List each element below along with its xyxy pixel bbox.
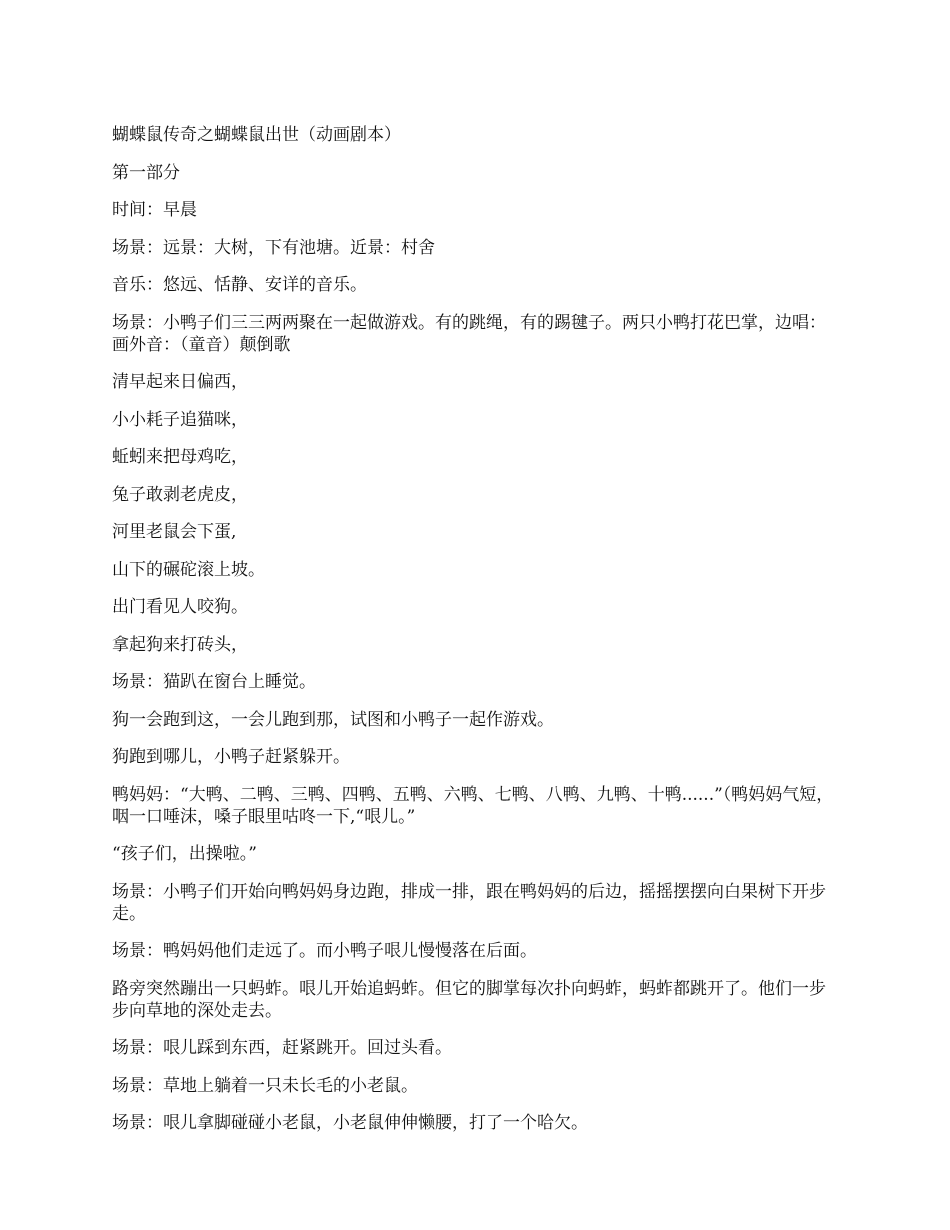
paragraph: 清早起来日偏西，	[112, 372, 248, 392]
section-heading: 第一部分	[112, 162, 180, 183]
paragraph: 场景：草地上躺着一只未长毛的小老鼠。	[112, 1075, 418, 1096]
paragraph: 场景：远景：大树，下有池塘。近景：村舍	[112, 237, 435, 258]
document-title: 蝴蝶鼠传奇之蝴蝶鼠出世（动画剧本）	[112, 125, 401, 145]
paragraph: 场景：小鸭子们开始向鸭妈妈身边跑，排成一排，跟在鸭妈妈的后边，摇摇摆摆向白果树下开步走。	[112, 881, 826, 924]
paragraph: 狗一会跑到这，一会儿跑到那，试图和小鸭子一起作游戏。	[112, 709, 554, 730]
paragraph: 河里老鼠会下蛋,	[112, 522, 237, 542]
document-body	[112, 124, 842, 1150]
paragraph: 拿起狗来打砖头，	[112, 634, 248, 655]
paragraph: “孩子们，出操啦。”	[112, 844, 257, 864]
paragraph: 蚯蚓来把母鸡吃，	[112, 447, 248, 467]
paragraph: 路旁突然蹦出一只蚂蚱。哏儿开始追蚂蚱。但它的脚掌每次扑向蚂蚱，蚂蚱都跳开了。他们一步步向草地的深处走去。	[112, 978, 826, 1021]
paragraph: 鸭妈妈：“大鸭、二鸭、三鸭、四鸭、五鸭、六鸭、七鸭、八鸭、九鸭、十鸭......”（鸭妈妈气短，咽一口唾沫，嗓子眼里咕咚一下,“哏儿。”	[112, 784, 834, 827]
paragraph: 小小耗子追猫咪，	[112, 409, 248, 430]
paragraph: 兔子敢剥老虎皮，	[112, 484, 248, 505]
paragraph: 山下的碾砣滚上坡。	[112, 559, 265, 580]
paragraph: 场景：鸭妈妈他们走远了。而小鸭子哏儿慢慢落在后面。	[112, 941, 537, 961]
paragraph: 场景：哏儿踩到东西，赶紧跳开。回过头看。	[112, 1038, 452, 1058]
paragraph: 音乐：悠远、恬静、安详的音乐。	[112, 275, 367, 295]
paragraph: 场景：猫趴在窗台上睡觉。	[112, 672, 316, 692]
paragraph: 场景：哏儿拿脚碰碰小老鼠，小老鼠伸伸懒腰，打了一个哈欠。	[112, 1113, 588, 1133]
paragraph: 时间：早晨	[112, 200, 197, 220]
paragraph: 狗跑到哪儿，小鸭子赶紧躲开。	[112, 747, 350, 767]
paragraph: 场景：小鸭子们三三两两聚在一起做游戏。有的跳绳，有的踢毽子。两只小鸭打花巴掌，边唱：画外音：（童音）颠倒歌	[112, 312, 826, 355]
paragraph: 出门看见人咬狗。	[112, 597, 248, 617]
